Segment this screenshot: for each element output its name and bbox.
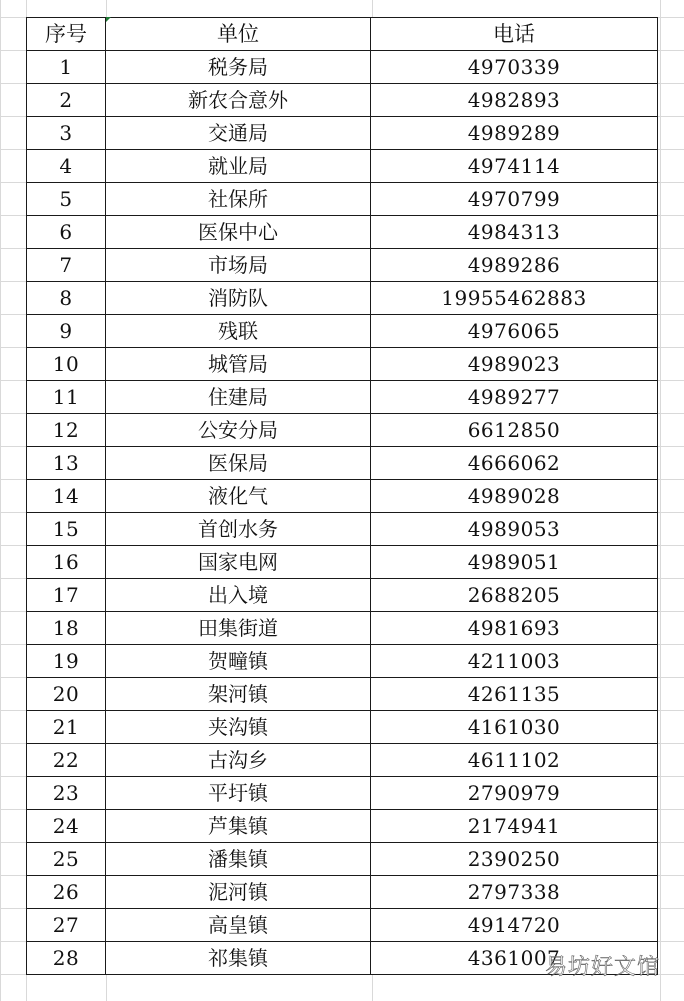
cell-index[interactable]: 3: [27, 117, 106, 150]
cell-unit[interactable]: 社保所: [106, 183, 371, 216]
cell-phone[interactable]: 19955462883: [371, 282, 658, 315]
table-row: [27, 678, 658, 711]
cell-phone[interactable]: 4989286: [371, 249, 658, 282]
cell-unit[interactable]: 医保局: [106, 447, 371, 480]
header-unit[interactable]: 单位: [106, 18, 371, 51]
cell-unit[interactable]: 泥河镇: [106, 876, 371, 909]
cell-unit[interactable]: 潘集镇: [106, 843, 371, 876]
cell-phone[interactable]: 4666062: [371, 447, 658, 480]
cell-unit[interactable]: 高皇镇: [106, 909, 371, 942]
table-row: [27, 645, 658, 678]
cell-unit[interactable]: 出入境: [106, 579, 371, 612]
cell-index[interactable]: 19: [27, 645, 106, 678]
cell-index[interactable]: 15: [27, 513, 106, 546]
table-row: [27, 150, 658, 183]
table-row: [27, 216, 658, 249]
cell-unit[interactable]: 公安分局: [106, 414, 371, 447]
cell-index[interactable]: 1: [27, 51, 106, 84]
cell-phone[interactable]: 4989277: [371, 381, 658, 414]
watermark-logo: 易坊好文馆: [544, 955, 660, 980]
table-row: [27, 777, 658, 810]
header-index[interactable]: 序号: [27, 18, 106, 51]
cell-index[interactable]: 5: [27, 183, 106, 216]
cell-index[interactable]: 13: [27, 447, 106, 480]
cell-index[interactable]: 12: [27, 414, 106, 447]
table-row: [27, 348, 658, 381]
cell-phone[interactable]: 4970339: [371, 51, 658, 84]
cell-phone[interactable]: 4976065: [371, 315, 658, 348]
table-row: [27, 579, 658, 612]
cell-index[interactable]: 2: [27, 84, 106, 117]
table-row: [27, 909, 658, 942]
table-row: [27, 414, 658, 447]
cell-index[interactable]: 28: [27, 942, 106, 975]
table-row: [27, 51, 658, 84]
cell-unit[interactable]: 液化气: [106, 480, 371, 513]
cell-phone[interactable]: 4211003: [371, 645, 658, 678]
cell-index[interactable]: 27: [27, 909, 106, 942]
cell-phone[interactable]: 4982893: [371, 84, 658, 117]
cell-unit[interactable]: 医保中心: [106, 216, 371, 249]
table-row: [27, 513, 658, 546]
cell-phone[interactable]: 4989028: [371, 480, 658, 513]
table-row: [27, 381, 658, 414]
cell-phone[interactable]: 4981693: [371, 612, 658, 645]
cell-unit[interactable]: 架河镇: [106, 678, 371, 711]
table-row: [27, 315, 658, 348]
table-row: [27, 810, 658, 843]
cell-phone[interactable]: 4161030: [371, 711, 658, 744]
cell-unit[interactable]: 残联: [106, 315, 371, 348]
cell-unit[interactable]: 交通局: [106, 117, 371, 150]
cell-index[interactable]: 6: [27, 216, 106, 249]
table-row: [27, 447, 658, 480]
cell-unit[interactable]: 就业局: [106, 150, 371, 183]
cell-index[interactable]: 10: [27, 348, 106, 381]
cell-phone[interactable]: 4261135: [371, 678, 658, 711]
cell-unit[interactable]: 古沟乡: [106, 744, 371, 777]
cell-index[interactable]: 9: [27, 315, 106, 348]
cell-phone[interactable]: 4989053: [371, 513, 658, 546]
table-row: [27, 183, 658, 216]
cell-index[interactable]: 17: [27, 579, 106, 612]
cell-unit[interactable]: 平圩镇: [106, 777, 371, 810]
table-row: [27, 744, 658, 777]
cell-unit[interactable]: 国家电网: [106, 546, 371, 579]
cell-unit[interactable]: 贺疃镇: [106, 645, 371, 678]
cell-phone[interactable]: 2688205: [371, 579, 658, 612]
grid-line: [660, 0, 661, 1001]
table-row: [27, 117, 658, 150]
cell-phone[interactable]: 4989051: [371, 546, 658, 579]
cell-phone[interactable]: 6612850: [371, 414, 658, 447]
cell-phone[interactable]: 4970799: [371, 183, 658, 216]
cell-unit[interactable]: 市场局: [106, 249, 371, 282]
cell-index[interactable]: 4: [27, 150, 106, 183]
cell-index[interactable]: 22: [27, 744, 106, 777]
cell-phone[interactable]: 4989023: [371, 348, 658, 381]
cell-index[interactable]: 7: [27, 249, 106, 282]
table-row: [27, 711, 658, 744]
table-row: [27, 843, 658, 876]
cell-phone[interactable]: 4989289: [371, 117, 658, 150]
cell-unit[interactable]: 首创水务: [106, 513, 371, 546]
cell-comment-marker: [106, 17, 111, 22]
cell-index[interactable]: 26: [27, 876, 106, 909]
cell-phone[interactable]: 4984313: [371, 216, 658, 249]
cell-index[interactable]: 24: [27, 810, 106, 843]
cell-unit[interactable]: 税务局: [106, 51, 371, 84]
cell-index[interactable]: 20: [27, 678, 106, 711]
phone-directory-table: [26, 17, 658, 975]
cell-unit[interactable]: 住建局: [106, 381, 371, 414]
cell-phone[interactable]: 2797338: [371, 876, 658, 909]
cell-unit[interactable]: 田集街道: [106, 612, 371, 645]
table-row: [27, 612, 658, 645]
cell-index[interactable]: 14: [27, 480, 106, 513]
header-phone[interactable]: 电话: [371, 18, 658, 51]
cell-phone[interactable]: 4974114: [371, 150, 658, 183]
cell-phone[interactable]: 2174941: [371, 810, 658, 843]
cell-phone[interactable]: 4914720: [371, 909, 658, 942]
cell-index[interactable]: 21: [27, 711, 106, 744]
cell-phone[interactable]: 4361007: [371, 942, 658, 975]
cell-unit[interactable]: 夹沟镇: [106, 711, 371, 744]
cell-unit[interactable]: 消防队: [106, 282, 371, 315]
cell-index[interactable]: 8: [27, 282, 106, 315]
cell-index[interactable]: 18: [27, 612, 106, 645]
cell-index[interactable]: 11: [27, 381, 106, 414]
cell-unit[interactable]: 芦集镇: [106, 810, 371, 843]
table-body: [27, 51, 658, 975]
header-row: [27, 18, 658, 51]
cell-index[interactable]: 16: [27, 546, 106, 579]
table-row: [27, 84, 658, 117]
cell-phone[interactable]: 4611102: [371, 744, 658, 777]
table-row: [27, 249, 658, 282]
table-row: [27, 876, 658, 909]
cell-unit[interactable]: 城管局: [106, 348, 371, 381]
cell-index[interactable]: 23: [27, 777, 106, 810]
cell-phone[interactable]: 2790979: [371, 777, 658, 810]
cell-unit[interactable]: 新农合意外: [106, 84, 371, 117]
table-row: [27, 480, 658, 513]
cell-index[interactable]: 25: [27, 843, 106, 876]
cell-unit[interactable]: 祁集镇: [106, 942, 371, 975]
table-row: [27, 282, 658, 315]
table-row: [27, 546, 658, 579]
cell-phone[interactable]: 2390250: [371, 843, 658, 876]
